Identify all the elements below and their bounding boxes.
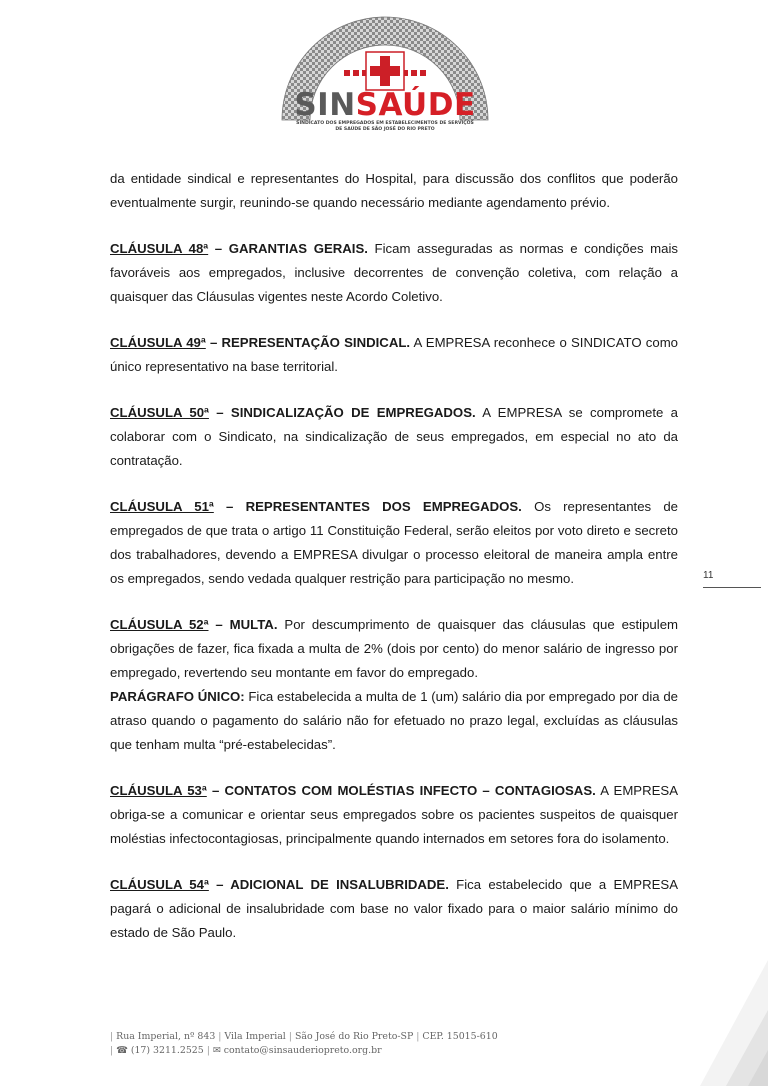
clause-label: CLÁUSULA 54ª	[110, 877, 209, 892]
clause-title: – ADICIONAL DE INSALUBRIDADE.	[208, 877, 449, 892]
clause-label: CLÁUSULA 53ª	[110, 783, 207, 798]
clause-label: CLÁUSULA 49ª	[110, 335, 206, 350]
page-footer	[110, 1030, 498, 1058]
logo-wordmark: SINSAÚDE	[294, 87, 476, 123]
footer-contact-line: | ☎ (17) 3211.2525 | ✉ contato@sinsauderiopreto.org.br	[110, 1045, 382, 1056]
clause-text: A EMPRESA reconhece o SINDICATO como único representativo na base territorial.	[110, 335, 679, 374]
clause-54	[110, 873, 678, 945]
logo-subtitle-line1: SINDICATO DOS EMPREGADOS EM ESTABELECIMENTOS DE SERVIÇOS	[296, 121, 474, 126]
intro-paragraph: da entidade sindical e representantes do Hospital, para discussão dos conflitos que poderão eventualmente surgir, reunindo-se quando necessário mediante agendamento prévio.	[110, 171, 678, 210]
clause-label: CLÁUSULA 52ª	[110, 617, 209, 632]
footer-address: Rua Imperial, nº 843	[116, 1031, 216, 1042]
footer-email: contato@sinsauderiopreto.org.br	[223, 1045, 382, 1056]
clause-text: Por descumprimento de quaisquer das cláusulas que estipulem obrigações de fazer, fica fixada a multa de 2% (dois por cento) do menor salário de ingresso por empregado, revertendo seu montante em favor do empregado.	[110, 617, 679, 680]
sinsaude-logo	[270, 8, 500, 138]
paragrafo-unico	[110, 685, 678, 757]
clause-52	[110, 613, 678, 685]
footer-phone: (17) 3211.2525	[130, 1045, 204, 1056]
clause-text: A EMPRESA se compromete a colaborar com o Sindicato, na sindicalização de seus empregados, em especial no ato da contratação.	[110, 405, 678, 468]
clause-50	[110, 401, 678, 473]
clause-label: CLÁUSULA 48ª	[110, 241, 209, 256]
footer-city: São José do Rio Preto-SP	[294, 1031, 414, 1042]
clause-title: – SINDICALIZAÇÃO DE EMPREGADOS.	[208, 405, 476, 420]
clause-title: – REPRESENTANTES DOS EMPREGADOS.	[213, 499, 522, 514]
clause-title: – MULTA.	[208, 617, 278, 632]
paragrafo-unico-text: Fica estabelecida a multa de 1 (um) salário dia por empregado por dia de atraso quando o pagamento do salário não for efetuado no prazo legal, excluídas as cláusulas que tenham multa “pré-estabelecidas”.	[110, 689, 678, 752]
paragrafo-unico-label: PARÁGRAFO ÚNICO:	[110, 689, 245, 704]
footer-address-line: | Rua Imperial, nº 843 | Vila Imperial | São José do Rio Preto-SP | CEP. 15015-610	[110, 1031, 498, 1042]
logo-subtitle-line2: DE SAÚDE DE SÃO JOSÉ DO RIO PRETO	[335, 127, 435, 132]
clause-title: – GARANTIAS GERAIS.	[208, 241, 368, 256]
clause-48	[110, 237, 678, 309]
phone-icon: ☎	[116, 1045, 128, 1056]
page-number: 11	[703, 570, 761, 588]
clause-text: Fica estabelecido que a EMPRESA pagará o adicional de insalubridade com base no valor fixado para o maior salário mínimo do estado de São Paulo.	[110, 877, 678, 940]
clause-text: Os representantes de empregados de que trata o artigo 11 Constituição Federal, serão eleitos por voto direto e secreto dos trabalhadores, devendo a EMPRESA divulgar o processo eleitoral de maneira ampla entre os empregados, sendo vedada qualquer restrição para participação no mesmo.	[110, 499, 679, 586]
clause-text: Ficam asseguradas as normas e condições mais favoráveis aos empregados, inclusive decorrentes de convenção coletiva, com relação a quaisquer das Cláusulas vigentes neste Acordo Coletivo.	[110, 241, 678, 304]
clause-label: CLÁUSULA 51ª	[110, 499, 214, 514]
clause-51	[110, 495, 678, 591]
corner-decoration	[690, 950, 768, 1086]
clause-text: A EMPRESA obriga-se a comunicar e orientar seus empregados sobre os pacientes suspeitos de quaisquer moléstias infectocontagiosas, principalmente quando internados em setores fora do isolamento.	[110, 783, 679, 846]
clause-53	[110, 779, 678, 851]
clause-title: – CONTATOS COM MOLÉSTIAS INFECTO – CONTAGIOSAS.	[206, 783, 596, 798]
document-body	[110, 167, 678, 967]
footer-district: Vila Imperial	[224, 1031, 286, 1042]
email-icon: ✉	[212, 1045, 221, 1056]
clause-label: CLÁUSULA 50ª	[110, 405, 209, 420]
clause-49	[110, 331, 678, 379]
clause-title: – REPRESENTAÇÃO SINDICAL.	[205, 335, 411, 350]
footer-cep: CEP. 15015-610	[422, 1031, 498, 1042]
